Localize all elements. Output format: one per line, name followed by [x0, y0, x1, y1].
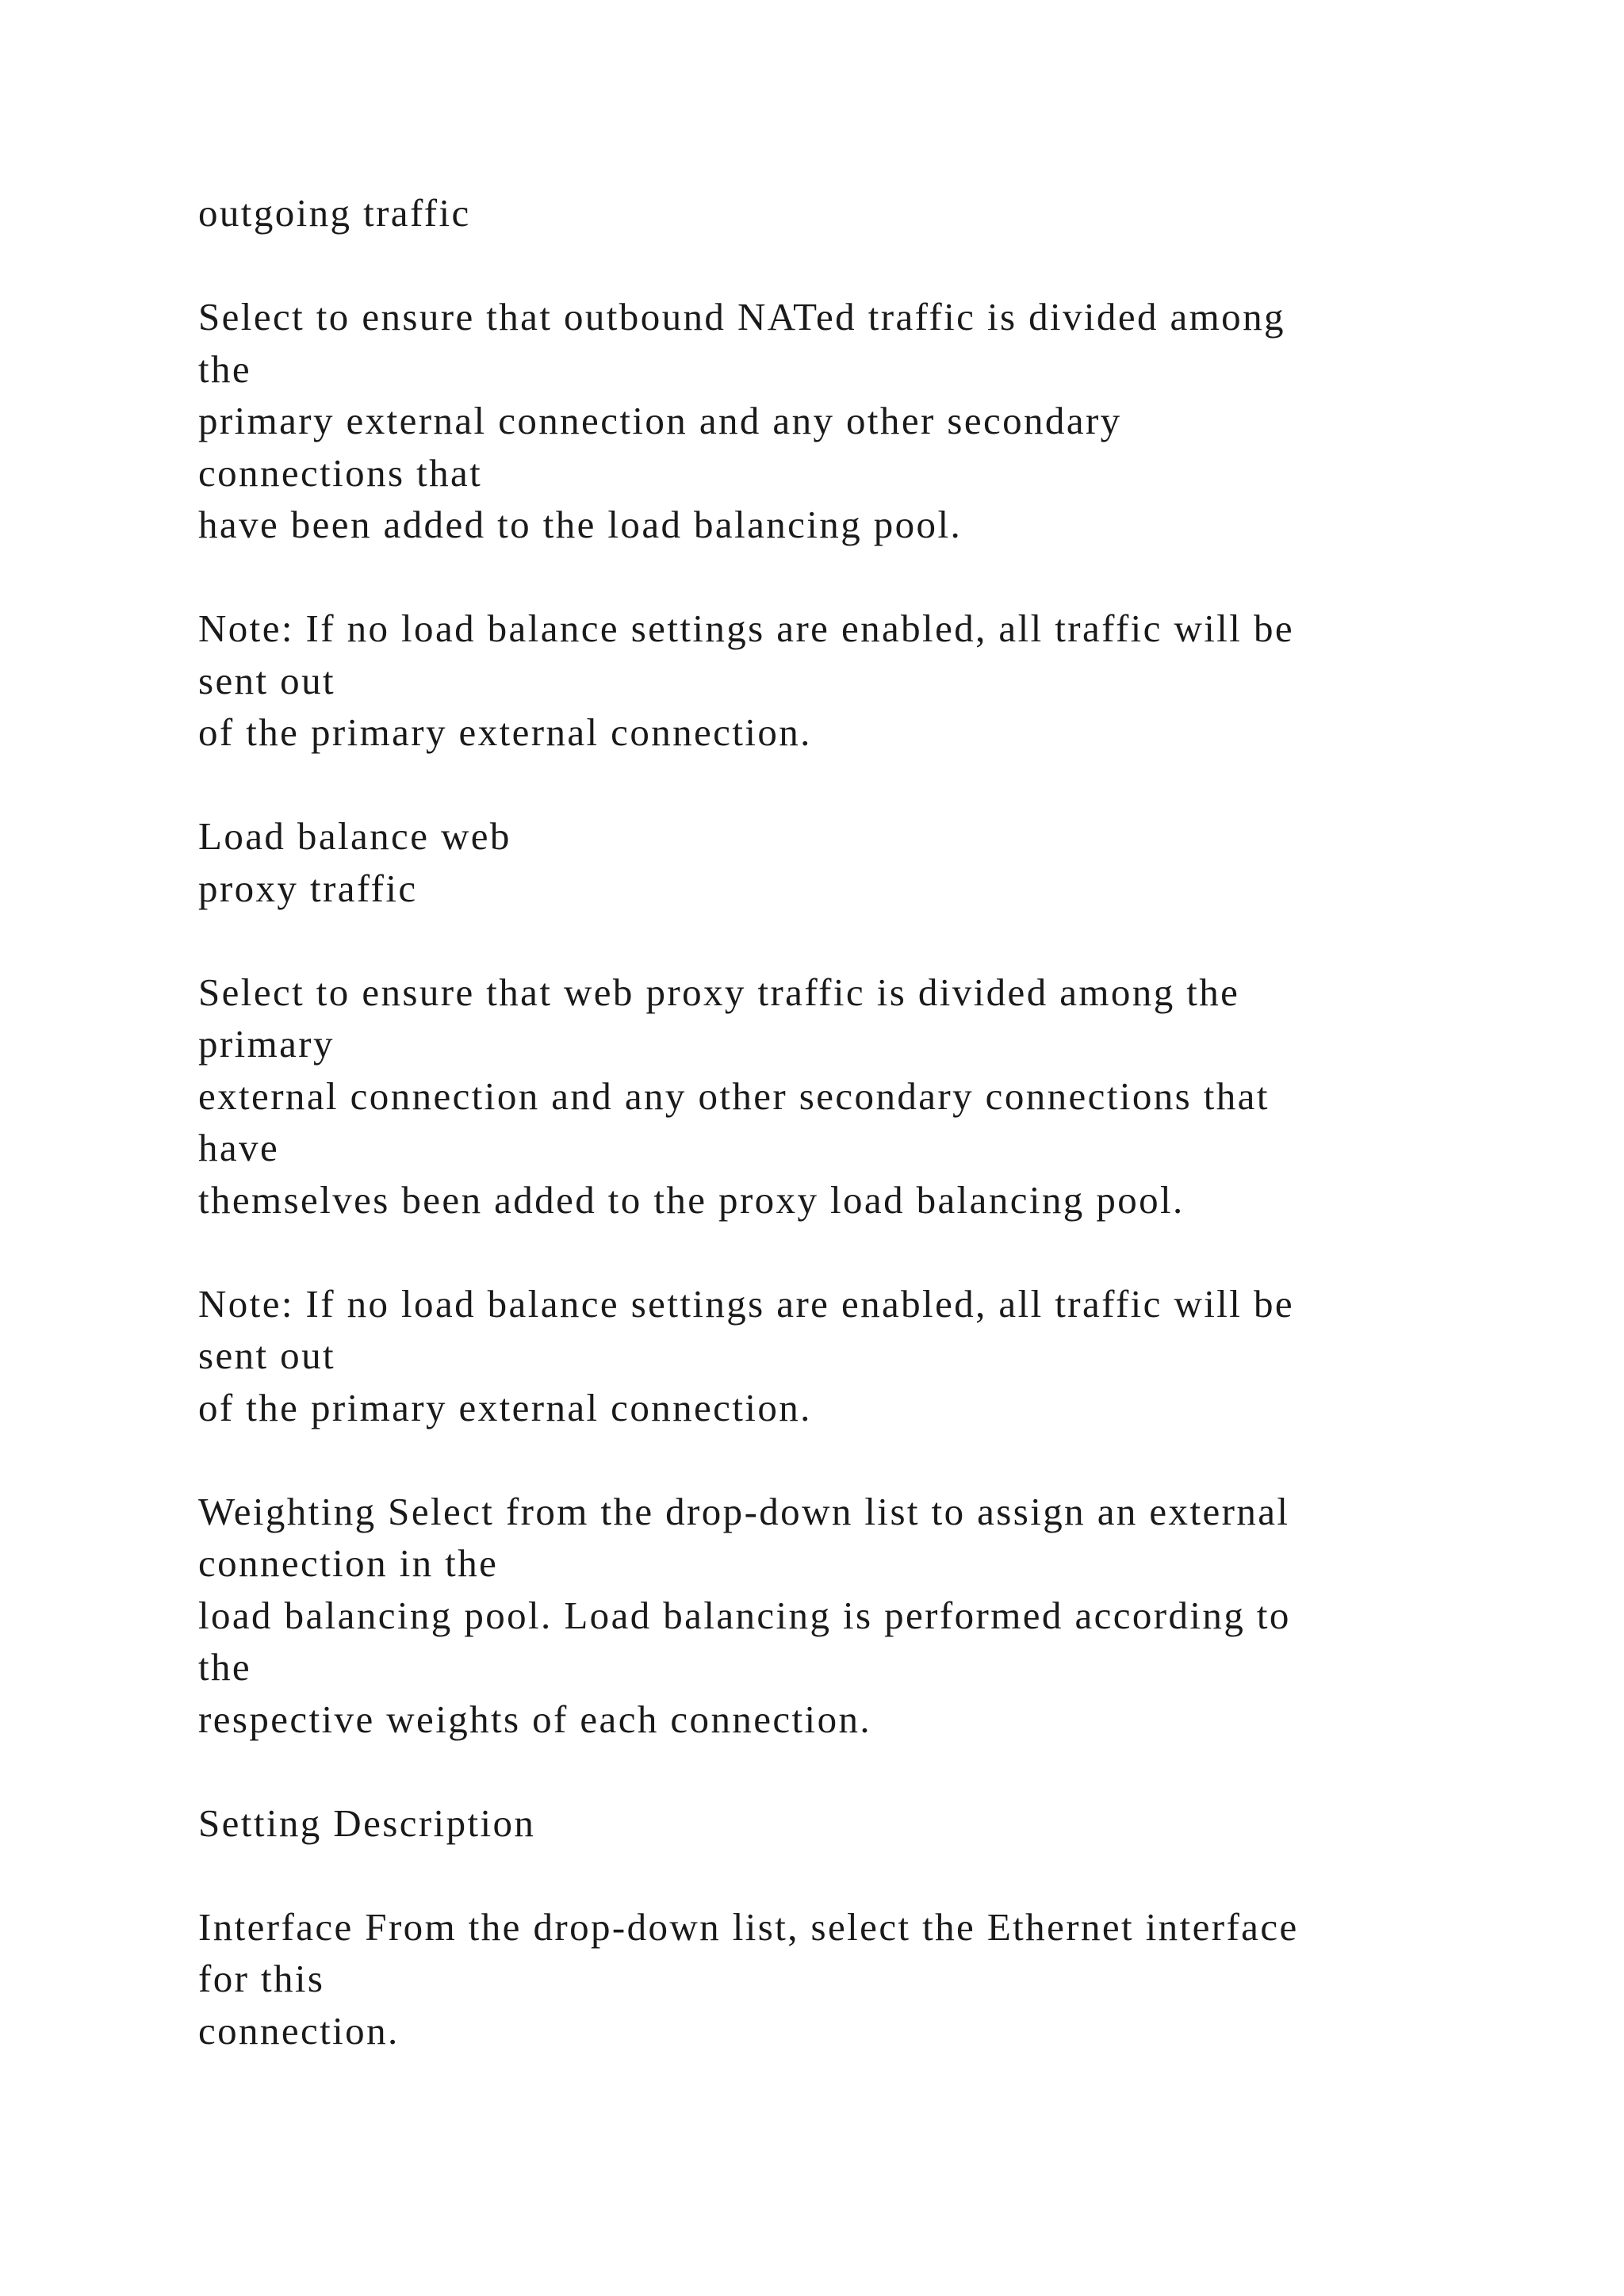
- text-line: have: [198, 1126, 280, 1169]
- text-line: Select to ensure that outbound NATed traffic is divided among: [198, 295, 1285, 339]
- paragraph-interface: [198, 1901, 1507, 2057]
- paragraph-note-1: [198, 603, 1507, 759]
- paragraph-load-balance-web-proxy-label: [198, 810, 1507, 914]
- text-line: the: [198, 346, 252, 391]
- text-line: the: [198, 1645, 252, 1689]
- text-line: have been added to the load balancing pool.: [198, 503, 963, 546]
- text-line: of the primary external connection.: [198, 710, 812, 754]
- text-line: Setting Description: [198, 1800, 536, 1845]
- text-line: primary: [198, 1022, 335, 1066]
- paragraph-outbound-nat-description: [198, 291, 1507, 551]
- text-line: for this: [198, 1957, 325, 2000]
- text-line: load balancing pool. Load balancing is performed according to: [198, 1593, 1291, 1637]
- text-line: external connection and any other secondary connections that: [198, 1073, 1270, 1118]
- text-line: connection.: [198, 2008, 400, 2053]
- text-line: themselves been added to the proxy load balancing pool.: [198, 1177, 1185, 1222]
- paragraph-outgoing-traffic-label: [198, 187, 1507, 239]
- text-line: Weighting Select from the drop-down list to assign an external: [198, 1489, 1290, 1533]
- paragraph-weighting: [198, 1486, 1507, 1746]
- text-line: of the primary external connection.: [198, 1385, 812, 1429]
- text-line: sent out: [198, 1334, 335, 1377]
- text-line: sent out: [198, 658, 335, 702]
- paragraph-setting-description-header: [198, 1797, 1507, 1850]
- text-line: respective weights of each connection.: [198, 1697, 872, 1741]
- text-line: Note: If no load balance settings are enabled, all traffic will be: [198, 607, 1295, 650]
- text-line: connections that: [198, 450, 483, 495]
- text-line: Note: If no load balance settings are enabled, all traffic will be: [198, 1281, 1295, 1326]
- paragraph-note-2: [198, 1278, 1507, 1434]
- text-line: connection in the: [198, 1541, 499, 1585]
- text-line: outgoing traffic: [198, 191, 471, 235]
- text-line: Select to ensure that web proxy traffic is divided among the: [198, 970, 1240, 1014]
- paragraph-web-proxy-description: [198, 966, 1507, 1226]
- text-line: Load balance web: [198, 814, 511, 858]
- text-line: Interface From the drop-down list, select the Ethernet interface: [198, 1904, 1299, 1949]
- text-line: proxy traffic: [198, 866, 418, 910]
- document-body: [198, 187, 1507, 2109]
- text-line: primary external connection and any other secondary: [198, 399, 1122, 442]
